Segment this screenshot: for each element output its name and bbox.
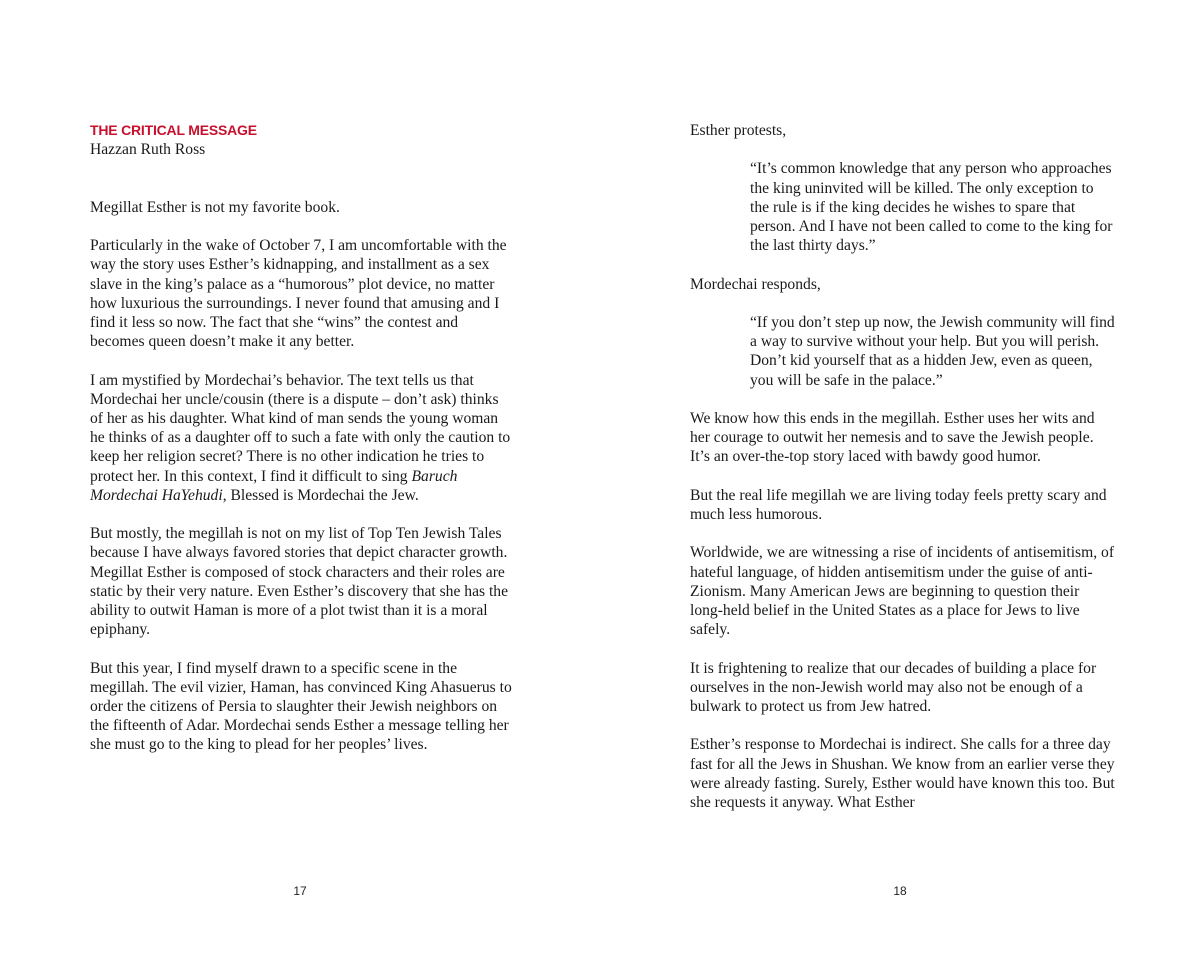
paragraph: But the real life megillah we are living today feels pretty scary and much less humorous.: [690, 486, 1107, 523]
paragraph: But mostly, the megillah is not on my list of Top Ten Jewish Tales because I have always favored stories that depict character growth. Megillat Esther is composed of stock characters and their roles are static by their very nature. Even Esther’s discovery that she has the ability to outwit Haman is more of a plot twist than it is a moral epiphany.: [90, 525, 509, 639]
paragraph-text: I am mystified by Mordechai’s behavior. The text tells us that Mordechai her uncle/cousin (there is a dispute – don’t ask) thinks of her as his daughter. What kind of man sends the young woman he thinks of as a daughter off to such a fate with only the caution to keep her religion secret? There is no other indication he tries to protect her. In this context, I find it difficult to sing: [90, 371, 511, 485]
paragraph: Worldwide, we are witnessing a rise of incidents of antisemitism, of hateful language, of hidden antisemitism under the guise of anti-Zionism. Many American Jews are beginning to question their long-held belief in the United States as a place for Jews to live safely.: [690, 544, 1115, 639]
paragraph-text: , Blessed is Mordechai the Jew.: [222, 486, 419, 504]
block-quote: “If you don’t step up now, the Jewish community will find a way to survive without your help. But you will perish. Don’t kid yourself that as a hidden Jew, even as queen, you will be safe in the palace.”: [750, 313, 1115, 389]
page-number: 18: [893, 884, 907, 898]
right-text-column: [690, 121, 1115, 831]
paragraph: But this year, I find myself drawn to a specific scene in the megillah. The evil vizier, Haman, has convinced King Ahasuerus to order the citizens of Persia to slaughter their Jewish neighbors on the fifteenth of Adar. Mordechai sends Esther a message telling her she must go to the king to plead for her peoples’ lives.: [90, 659, 512, 754]
author-name: Hazzan Ruth Ross: [90, 141, 206, 159]
paragraph: We know how this ends in the megillah. Esther uses her wits and her courage to outwit her nemesis and to save the Jewish people. It’s an over-the-top story laced with bawdy good humor.: [690, 409, 1095, 466]
page-number: 17: [293, 884, 307, 898]
paragraph: [90, 371, 515, 505]
paragraph: Megillat Esther is not my favorite book.: [90, 198, 340, 216]
article-title: THE CRITICAL MESSAGE: [90, 122, 257, 138]
paragraph: It is frightening to realize that our decades of building a place for ourselves in the non-Jewish world may also not be enough of a bulwark to protect us from Jew hatred.: [690, 659, 1097, 715]
left-text-column: [90, 121, 515, 774]
hebrew-phrase: Baruch Mordechai HaYehudi: [90, 467, 458, 504]
paragraph: Particularly in the wake of October 7, I am uncomfortable with the way the story uses Esther’s kidnapping, and installment as a sex slave in the king’s palace as a “humorous” plot device, no matter how luxurious the surroundings. I never found that amusing and I find it less so now. The fact that she “wins” the contest and becomes queen doesn’t make it any better.: [90, 237, 507, 351]
paragraph: Mordechai responds,: [690, 275, 821, 293]
paragraph: Esther’s response to Mordechai is indirect. She calls for a three day fast for all the Jews in Shushan. We know from an earlier verse they were already fasting. Surely, Esther would have known this too. But she requests it anyway. What Esther: [690, 736, 1115, 811]
right-page: [600, 0, 1200, 960]
paragraph: Esther protests,: [690, 122, 787, 139]
block-quote: “It’s common knowledge that any person who approaches the king uninvited will be killed. The only exception to the rule is if the king decides he wishes to spare that person. And I have not been called to come to the king for the last thirty days.”: [750, 160, 1113, 255]
